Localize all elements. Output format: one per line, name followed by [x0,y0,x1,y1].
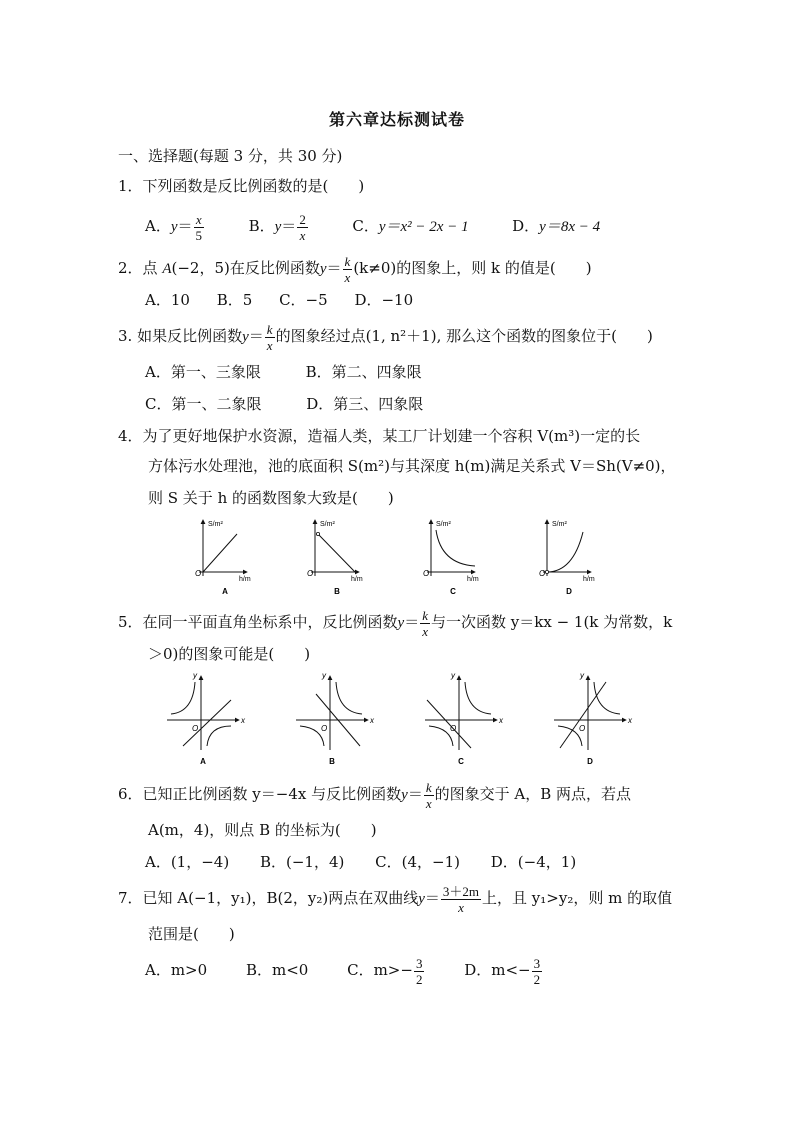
q1-stem: 1．下列函数是反比例函数的是( ) [118,177,365,195]
hyperbola-branch [171,682,195,714]
hyperbola-branch [465,682,491,714]
q4-stem-line2: 方体污水处理池，池的底面积 S(m²)与其深度 h(m)满足关系式 V＝Sh(V≠0)， [148,457,676,475]
function-curve [436,530,475,566]
hyperbola-branch [336,682,362,714]
q3-option-b: B．第二、四象限 [305,363,422,381]
q2-option-b: B．5 [216,291,253,309]
q2-option-c: C．−5 [279,291,328,309]
q7-stem-line1: 7．已知 A(−1，y₁)，B(2，y₂)两点在双曲线y＝ $\frac{3+2m}{x}$ 上，且 y₁>y₂，则 m 的取值 [118,883,673,915]
q1-options [145,208,600,244]
q7-option-c: C．m>− $\frac{3}{2}$ [347,955,423,987]
function-curve [318,534,355,572]
q3-stem: 3. 如果反比例函数y＝ $\frac{k}{x}$ 的图象经过点(1, n²＋1), 那么这个函数的图象位于( ) [118,321,653,353]
q5-graph-b [296,671,375,766]
function-curve [203,534,237,572]
q6-option-d: D．(−4，1) [490,853,577,871]
open-point [545,570,548,573]
y-axis-label: S/m² [436,521,451,528]
x-axis-label: x [628,716,632,725]
q3-options-row1 [145,362,422,382]
y-axis-label: S/m² [320,521,335,528]
graph-option-label: C [458,757,464,766]
q2-stem: 2．点 A(−2，5)在反比例函数y＝ $\frac{k}{x}$ (k≠0)的图象上，则 k 的值是( ) [118,253,592,285]
origin-label: O [321,724,328,733]
q4-stem-line3: 则 S 关于 h 的函数图象大致是( ) [148,489,394,507]
q4-graph-c [423,520,479,596]
origin-label: O [423,569,430,578]
graph-option-label: A [222,587,228,596]
q3-option-c: C．第一、二象限 [145,395,262,413]
q5-graphs [0,668,794,770]
y-axis-label: S/m² [552,521,567,528]
q7-option-d: D．m<− $\frac{3}{2}$ [464,955,541,987]
y-axis-label: S/m² [208,521,223,528]
q1-option-d: D．y＝8x − 4 [512,217,601,235]
q5-graph-a [167,671,246,766]
x-axis-label: h/m [239,576,251,583]
origin-label: O [192,724,199,733]
q4-graphs [0,510,794,600]
open-point [316,532,319,535]
origin-label: O [579,724,586,733]
q5-graph-d [554,671,633,766]
origin-label: O [307,569,314,578]
q6-option-b: B．(−1，4) [259,853,345,871]
origin-label: O [195,569,202,578]
q3-options-row2 [145,394,423,414]
q4-graph-a [195,520,251,596]
graph-option-label: C [450,587,456,596]
y-axis-label: y [580,671,584,680]
q6-stem-line1: 6．已知正比例函数 y＝−4x 与反比例函数y＝ $\frac{k}{x}$ 的图象交于 A，B 两点，若点 [118,779,632,811]
graph-option-label: A [200,757,206,766]
q4-stem-line1: 4．为了更好地保护水资源，造福人类，某工厂计划建一个容积 V(m³)一定的长 [118,427,641,445]
q6-option-c: C．(4，−1) [375,853,460,871]
q2-option-a: A．10 [145,291,190,309]
q6-stem-line2: A(m，4)，则点 B 的坐标为( ) [148,821,377,839]
q6-options [145,852,576,872]
y-axis-label: y [322,671,326,680]
section-heading: 一、选择题(每题 3 分，共 30 分) [118,147,343,165]
q7-options [145,952,543,988]
y-axis-label: y [451,671,455,680]
graph-option-label: D [587,757,593,766]
q3-option-d: D．第三、四象限 [306,395,424,413]
y-axis-label: y [193,671,197,680]
x-axis-label: h/m [583,576,595,583]
q1-option-a: A．y＝ $\frac{x}{5}$ [145,211,203,243]
q6-option-a: A．(1，−4) [145,853,230,871]
x-axis-label: x [241,716,245,725]
x-axis-label: h/m [467,576,479,583]
page-title: 第六章达标测试卷 [328,110,465,129]
q1-option-c: C．y＝x² − 2x − 1 [352,217,469,235]
q2-options [145,290,413,310]
graph-option-label: B [334,587,340,596]
linear-function-line [427,700,471,748]
hyperbola-branch [594,682,620,714]
origin-label: O [539,569,546,578]
q7-option-a: A．m>0 [145,961,208,979]
linear-function-line [560,682,606,748]
x-axis-label: x [499,716,503,725]
q3-option-a: A．第一、三象限 [145,363,261,381]
graph-option-label: B [329,757,335,766]
x-axis-label: x [370,716,374,725]
function-curve [547,532,583,572]
origin-label: O [450,724,457,733]
hyperbola-branch [207,726,231,746]
q7-option-b: B．m<0 [245,961,309,979]
q1-option-b: B．y＝ $\frac{2}{x}$ [248,211,306,243]
q7-stem-line2: 范围是( ) [148,925,235,943]
q5-stem-line2: ＞0)的图象可能是( ) [148,645,311,663]
q4-graph-d [539,520,595,596]
q5-stem-line1: 5．在同一平面直角坐标系中，反比例函数y＝ $\frac{k}{x}$ 与一次函数 y＝kx − 1(k 为常数，k [118,607,673,639]
q5-graph-c [425,671,504,766]
graph-option-label: D [566,587,572,596]
q2-option-d: D．−10 [354,291,414,309]
q4-graph-b [307,520,363,596]
linear-function-line [183,700,231,746]
x-axis-label: h/m [351,576,363,583]
